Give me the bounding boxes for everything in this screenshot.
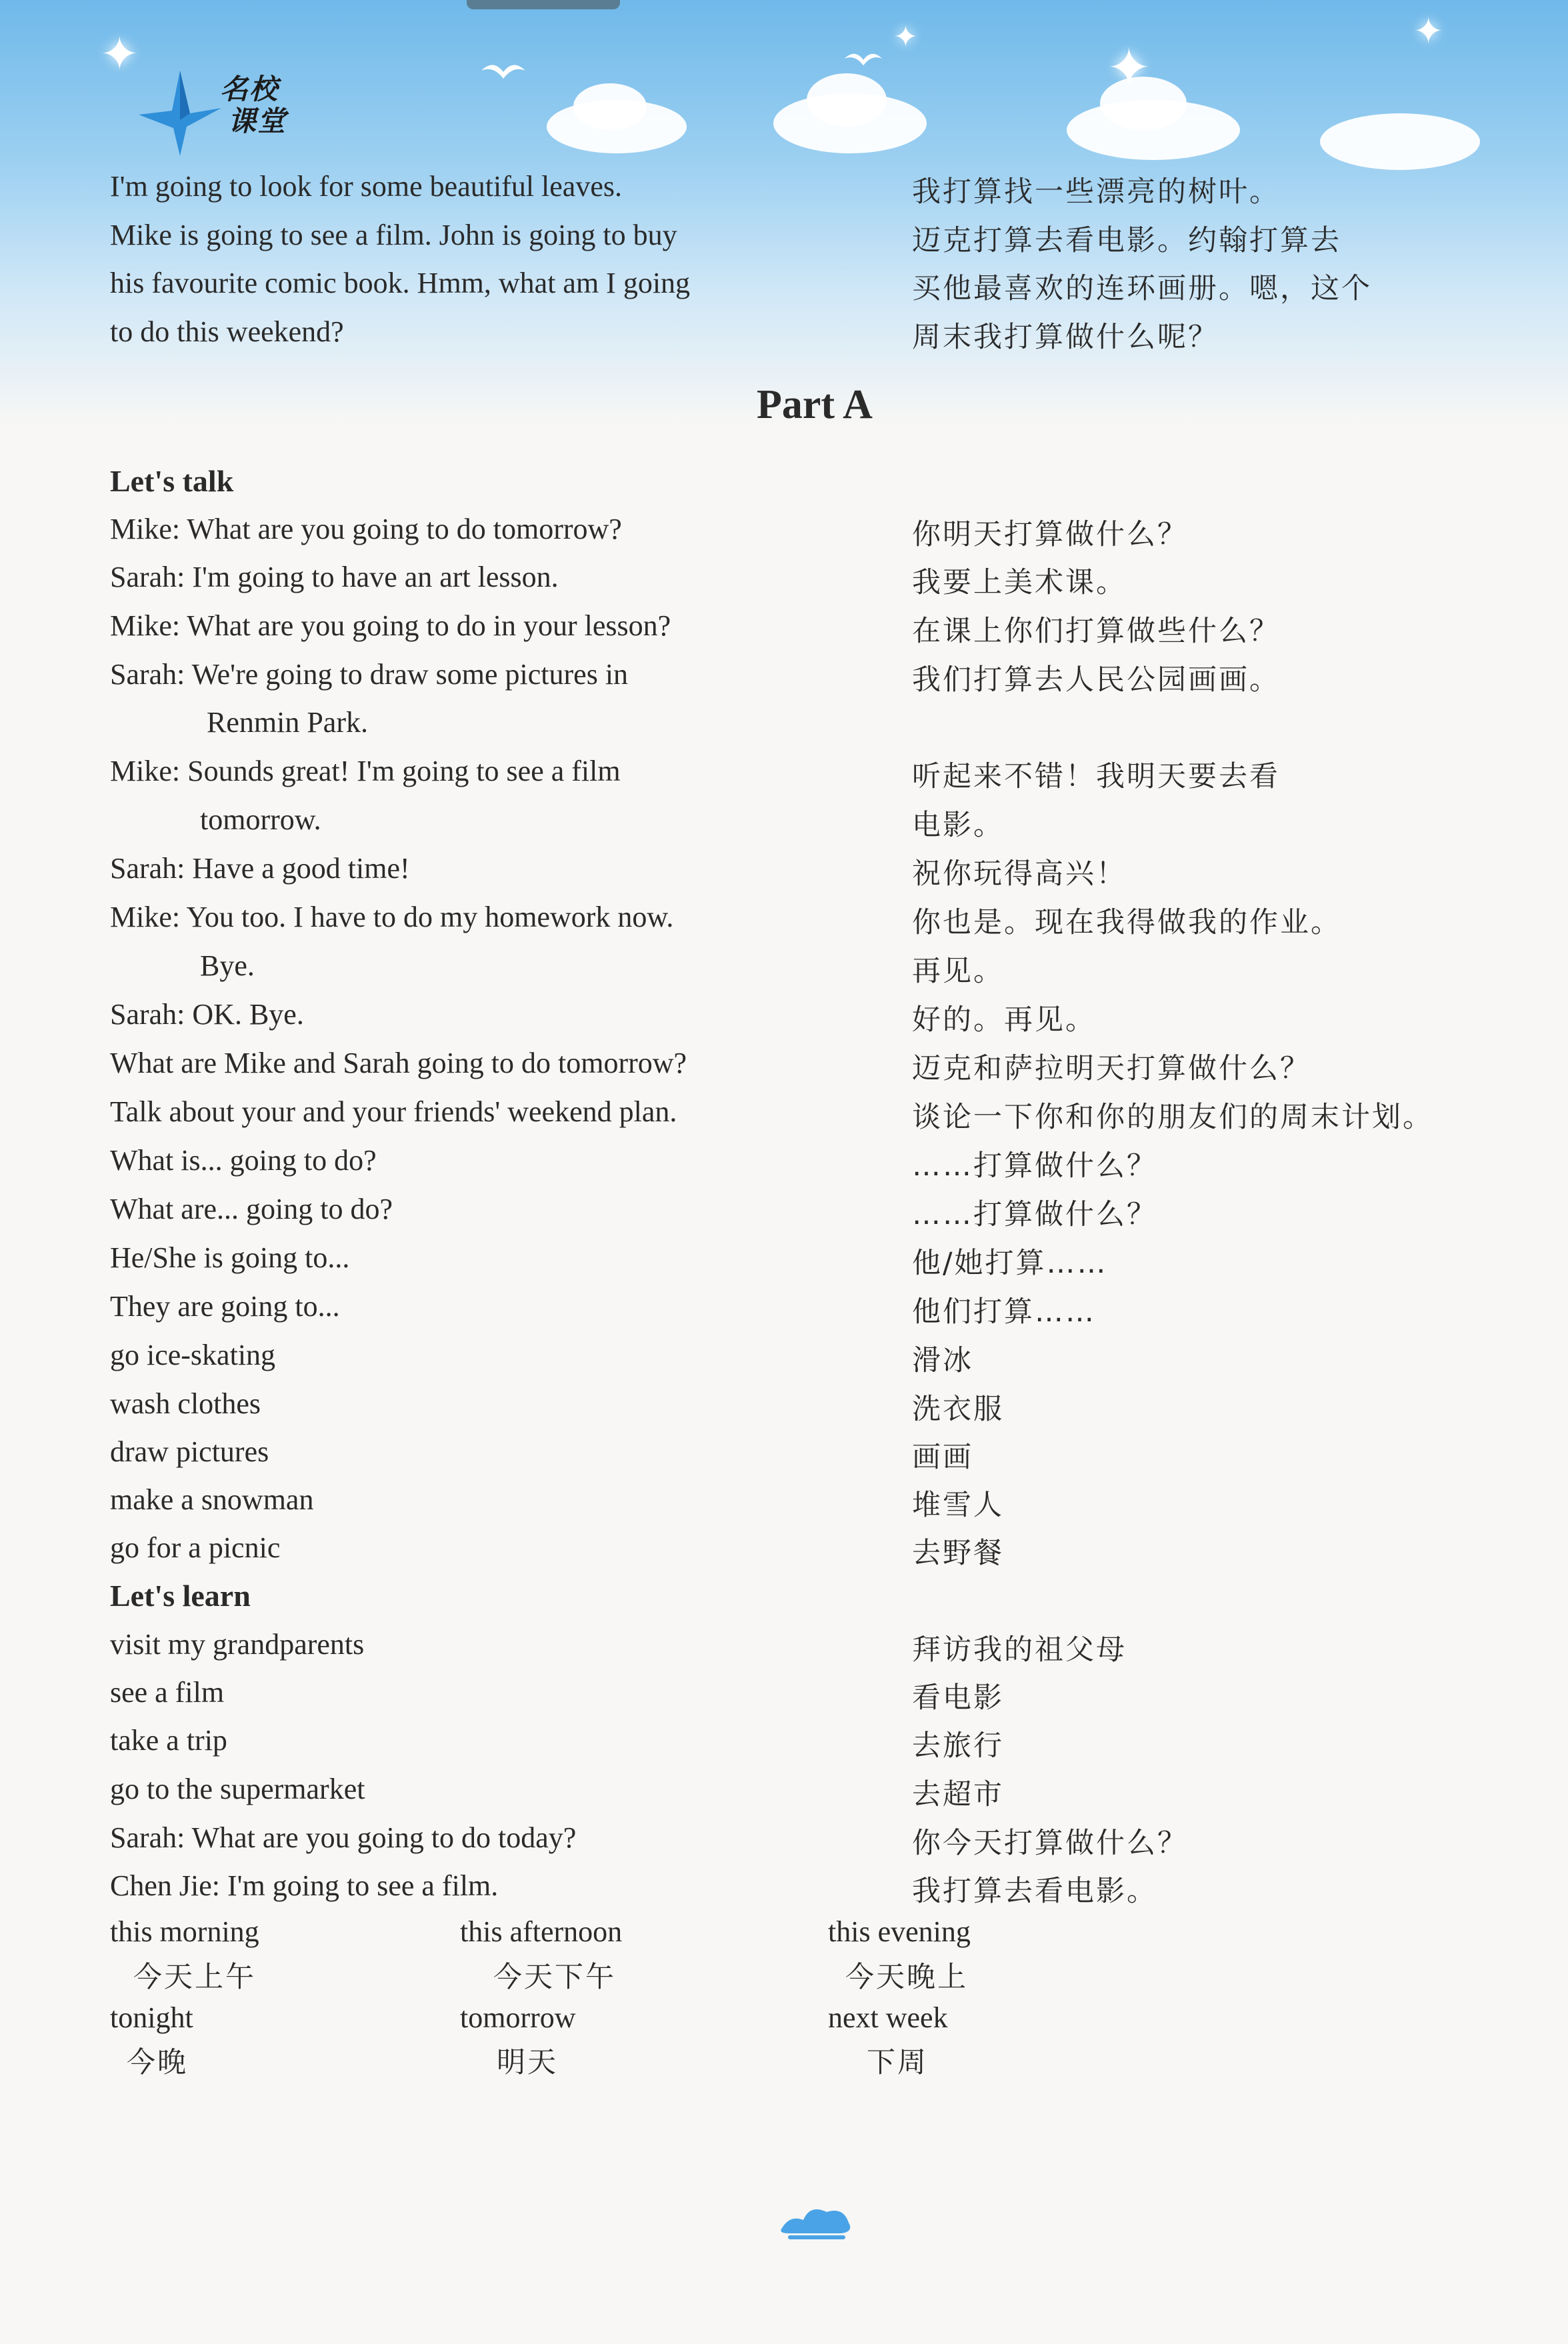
learn-en-line: take a trip — [110, 1724, 227, 1757]
talk-en-line: Talk about your and your friends' weekend plan. — [110, 1095, 677, 1128]
talk-zh-line: 画画 — [912, 1441, 973, 1474]
talk-zh-line: 你明天打算做什么？ — [912, 518, 1188, 551]
learn-en-line: see a film — [110, 1676, 225, 1709]
talk-en-line: What are Mike and Sarah going to do tomorrow? — [110, 1047, 687, 1079]
logo-line: 名校 — [220, 73, 279, 105]
time-word-en: this evening — [828, 1915, 971, 1948]
time-word-zh: 明天 — [497, 2046, 558, 2079]
cloud-decoration — [807, 73, 887, 127]
talk-en-line: What is... going to do? — [110, 1144, 377, 1177]
talk-zh-line: 去野餐 — [912, 1537, 1004, 1570]
time-word-en: next week — [828, 2001, 948, 2034]
intro-zh-line: 周末我打算做什么呢？ — [912, 321, 1219, 354]
talk-zh-line: 好的。再见。 — [912, 1003, 1096, 1037]
talk-en-line: Mike: What are you going to do tomorrow? — [110, 513, 622, 545]
intro-en-line: I'm going to look for some beautiful leaves. — [110, 170, 622, 203]
learn-zh-line: 你今天打算做什么？ — [912, 1827, 1188, 1860]
talk-en-line: Sarah: I'm going to have an art lesson. — [110, 561, 559, 593]
talk-zh-line: 祝你玩得高兴！ — [912, 857, 1127, 891]
learn-zh-line: 去超市 — [912, 1778, 1004, 1811]
bird-icon — [480, 57, 527, 84]
talk-en-line: He/She is going to... — [110, 1241, 350, 1274]
talk-en-line: wash clothes — [110, 1387, 261, 1420]
talk-zh-line: 洗衣服 — [912, 1393, 1004, 1426]
talk-zh-line: ……打算做什么？ — [912, 1149, 1157, 1183]
sky-header-background — [0, 0, 1568, 427]
talk-zh-line: 他/她打算…… — [912, 1247, 1108, 1280]
talk-en-line: make a snowman — [110, 1483, 314, 1516]
part-title: Part A — [757, 382, 873, 427]
time-word-zh: 今天下午 — [493, 1961, 616, 1994]
intro-en-line: his favourite comic book. Hmm, what am I going — [110, 267, 691, 299]
lets-learn-heading: Let's learn — [110, 1579, 251, 1613]
talk-zh-line: 他们打算…… — [912, 1295, 1096, 1329]
time-word-zh: 今天晚上 — [845, 1961, 968, 1994]
time-word-en: tomorrow — [460, 2001, 576, 2034]
time-word-en: this afternoon — [460, 1915, 623, 1948]
talk-en-line: What are... going to do? — [110, 1193, 393, 1225]
talk-en-line: Mike: What are you going to do in your lesson? — [110, 609, 671, 642]
time-word-zh: 下周 — [867, 2046, 928, 2079]
bird-icon — [133, 67, 227, 160]
talk-zh-line: ……打算做什么？ — [912, 1198, 1157, 1231]
intro-zh-line: 买他最喜欢的连环画册。嗯，这个 — [912, 272, 1372, 305]
talk-zh-line: 滑冰 — [912, 1344, 973, 1377]
talk-en-line: Bye. — [200, 949, 255, 982]
learn-zh-line: 去旅行 — [912, 1729, 1004, 1763]
talk-en-line: Sarah: OK. Bye. — [110, 998, 304, 1031]
intro-en-line: Mike is going to see a film. John is going to buy — [110, 219, 677, 251]
talk-en-line: draw pictures — [110, 1435, 269, 1468]
talk-zh-line: 我们打算去人民公园画画。 — [912, 663, 1280, 697]
talk-en-line: Mike: You too. I have to do my homework now. — [110, 901, 674, 933]
time-word-en: this morning — [110, 1915, 259, 1948]
cloud-decoration — [573, 83, 647, 130]
talk-en-line: tomorrow. — [200, 803, 321, 836]
talk-zh-line: 你也是。现在我得做我的作业。 — [912, 906, 1341, 939]
logo-line: 课堂 — [228, 105, 287, 137]
learn-zh-line: 拜访我的祖父母 — [912, 1633, 1127, 1667]
learn-zh-line: 看电影 — [912, 1681, 1004, 1715]
intro-zh-line: 我打算找一些漂亮的树叶。 — [912, 175, 1280, 209]
sparkle-icon: ✦ — [1413, 10, 1444, 52]
bird-icon — [843, 47, 883, 71]
sparkle-icon: ✦ — [100, 27, 139, 81]
sparkle-icon: ✦ — [1107, 37, 1152, 99]
talk-en-line: go ice-skating — [110, 1339, 276, 1371]
cloud-decoration — [1320, 113, 1480, 170]
talk-zh-line: 谈论一下你和你的朋友们的周末计划。 — [912, 1101, 1433, 1134]
time-word-zh: 今天上午 — [133, 1961, 256, 1994]
learn-en-line: Sarah: What are you going to do today? — [110, 1821, 577, 1854]
time-word-en: tonight — [110, 2001, 193, 2034]
talk-en-line: go for a picnic — [110, 1531, 281, 1564]
talk-zh-line: 电影。 — [912, 809, 1004, 842]
talk-en-line: Renmin Park. — [207, 706, 368, 739]
time-word-zh: 今晚 — [127, 2046, 188, 2079]
talk-zh-line: 我要上美术课。 — [912, 566, 1127, 599]
talk-zh-line: 再见。 — [912, 955, 1004, 988]
binding-strip — [467, 0, 620, 9]
intro-en-line: to do this weekend? — [110, 315, 344, 348]
series-logo — [220, 73, 287, 137]
talk-en-line: Mike: Sounds great! I'm going to see a film — [110, 755, 621, 787]
learn-zh-line: 我打算去看电影。 — [912, 1875, 1157, 1908]
talk-zh-line: 听起来不错！我明天要去看 — [912, 760, 1280, 793]
talk-en-line: Sarah: Have a good time! — [110, 852, 410, 885]
talk-en-line: They are going to... — [110, 1290, 340, 1323]
talk-zh-line: 堆雪人 — [912, 1489, 1004, 1522]
talk-en-line: Sarah: We're going to draw some pictures in — [110, 658, 629, 691]
page-number-icon — [777, 2195, 857, 2241]
learn-en-line: Chen Jie: I'm going to see a film. — [110, 1869, 499, 1902]
talk-zh-line: 迈克和萨拉明天打算做什么？ — [912, 1052, 1311, 1085]
lets-talk-heading: Let's talk — [110, 464, 234, 498]
talk-zh-line: 在课上你们打算做些什么？ — [912, 615, 1280, 648]
learn-en-line: go to the supermarket — [110, 1773, 365, 1805]
intro-zh-line: 迈克打算去看电影。约翰打算去 — [912, 224, 1341, 257]
learn-en-line: visit my grandparents — [110, 1628, 365, 1661]
sparkle-icon: ✦ — [893, 20, 918, 54]
